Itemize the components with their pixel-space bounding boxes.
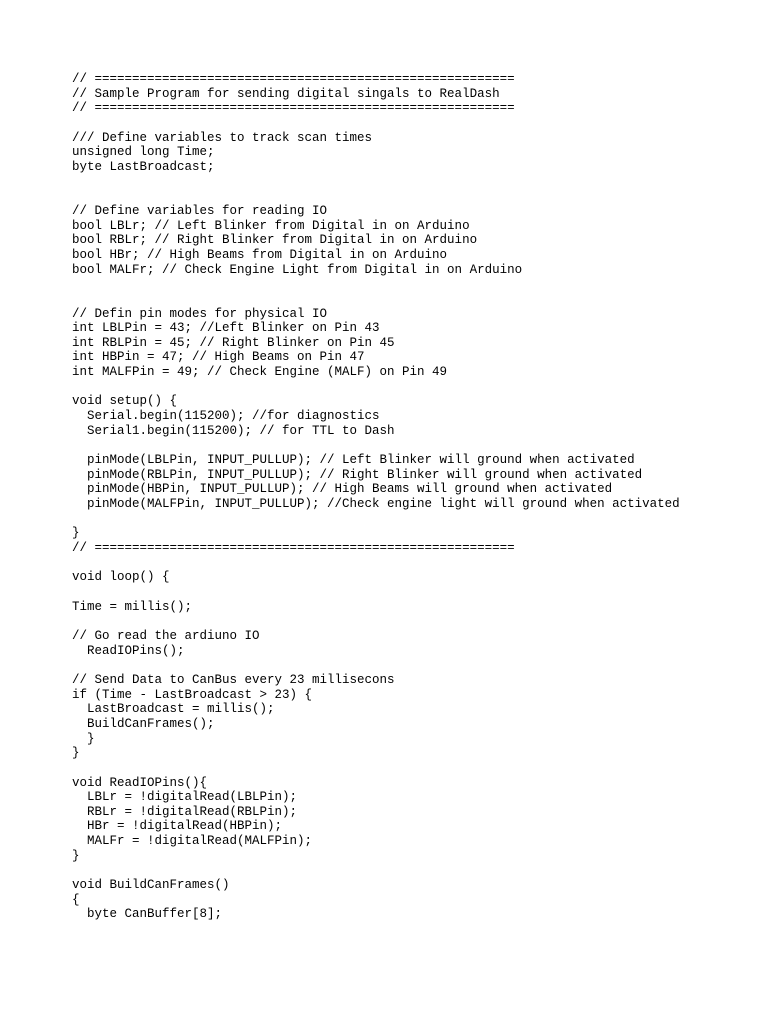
code-line: // ========================================================	[72, 541, 515, 555]
code-line: RBLr = !digitalRead(RBLPin);	[72, 804, 298, 819]
code-line: byte CanBuffer[8];	[72, 907, 223, 922]
code-line: HBr = !digitalRead(HBPin);	[72, 819, 283, 834]
code-line	[72, 585, 680, 600]
code-line	[72, 761, 680, 776]
code-line: }	[72, 746, 80, 761]
code-line: // Define variables for reading IO	[72, 203, 328, 218]
code-listing	[72, 72, 680, 922]
code-line	[72, 512, 680, 527]
code-line	[72, 292, 680, 307]
code-line: bool MALFr; // Check Engine Light from Digital in on Arduino	[72, 262, 523, 277]
code-line	[72, 658, 680, 673]
code-line: int LBLPin = 43; //Left Blinker on Pin 43	[72, 321, 380, 336]
code-line: }	[72, 526, 80, 541]
code-line: if (Time - LastBroadcast > 23) {	[72, 687, 313, 702]
code-line: }	[72, 848, 80, 863]
code-line: // ========================================================	[72, 101, 515, 116]
code-line	[72, 556, 680, 571]
code-line	[72, 175, 680, 190]
code-line	[72, 189, 680, 204]
code-line: LBLr = !digitalRead(LBLPin);	[72, 790, 298, 805]
code-line: bool RBLr; // Right Blinker from Digital in on Arduino	[72, 233, 478, 248]
code-line: }	[72, 731, 95, 746]
code-line: pinMode(MALFPin, INPUT_PULLUP); //Check engine light will ground when activated	[72, 497, 680, 512]
code-line: pinMode(HBPin, INPUT_PULLUP); // High Beams will ground when activated	[72, 482, 613, 497]
code-line: int MALFPin = 49; // Check Engine (MALF) on Pin 49	[72, 365, 448, 380]
code-line	[72, 614, 680, 629]
code-line: int HBPin = 47; // High Beams on Pin 47	[72, 350, 365, 365]
code-line: pinMode(LBLPin, INPUT_PULLUP); // Left Blinker will ground when activated	[72, 453, 635, 468]
code-line: void setup() {	[72, 394, 178, 409]
code-line: {	[72, 892, 80, 907]
code-line: ReadIOPins();	[72, 643, 185, 658]
code-line	[72, 438, 680, 453]
code-line: BuildCanFrames();	[72, 716, 215, 731]
code-line: // Send Data to CanBus every 23 millisecons	[72, 672, 395, 687]
code-line	[72, 380, 680, 395]
code-line: MALFr = !digitalRead(MALFPin);	[72, 834, 313, 849]
code-line	[72, 277, 680, 292]
code-line: LastBroadcast = millis();	[72, 702, 275, 717]
code-line: Serial1.begin(115200); // for TTL to Dash	[72, 423, 395, 438]
code-line	[72, 863, 680, 878]
code-line: /// Define variables to track scan times	[72, 130, 373, 145]
code-line: void BuildCanFrames()	[72, 878, 230, 893]
code-line: Time = millis();	[72, 599, 193, 614]
code-line: void loop() {	[72, 570, 170, 585]
code-line: pinMode(RBLPin, INPUT_PULLUP); // Right Blinker will ground when activated	[72, 467, 643, 482]
code-line: // Defin pin modes for physical IO	[72, 306, 328, 321]
code-line	[72, 116, 680, 131]
code-line: byte LastBroadcast;	[72, 159, 215, 174]
code-line: unsigned long Time;	[72, 145, 215, 160]
code-line: // ========================================================	[72, 72, 515, 86]
code-line: // Go read the ardiuno IO	[72, 628, 260, 643]
code-line: void ReadIOPins(){	[72, 775, 208, 790]
code-line: bool LBLr; // Left Blinker from Digital in on Arduino	[72, 218, 470, 233]
code-line: int RBLPin = 45; // Right Blinker on Pin 45	[72, 335, 395, 350]
code-line: bool HBr; // High Beams from Digital in on Arduino	[72, 247, 448, 262]
code-line: Serial.begin(115200); //for diagnostics	[72, 409, 380, 424]
code-line: // Sample Program for sending digital singals to RealDash	[72, 86, 500, 101]
